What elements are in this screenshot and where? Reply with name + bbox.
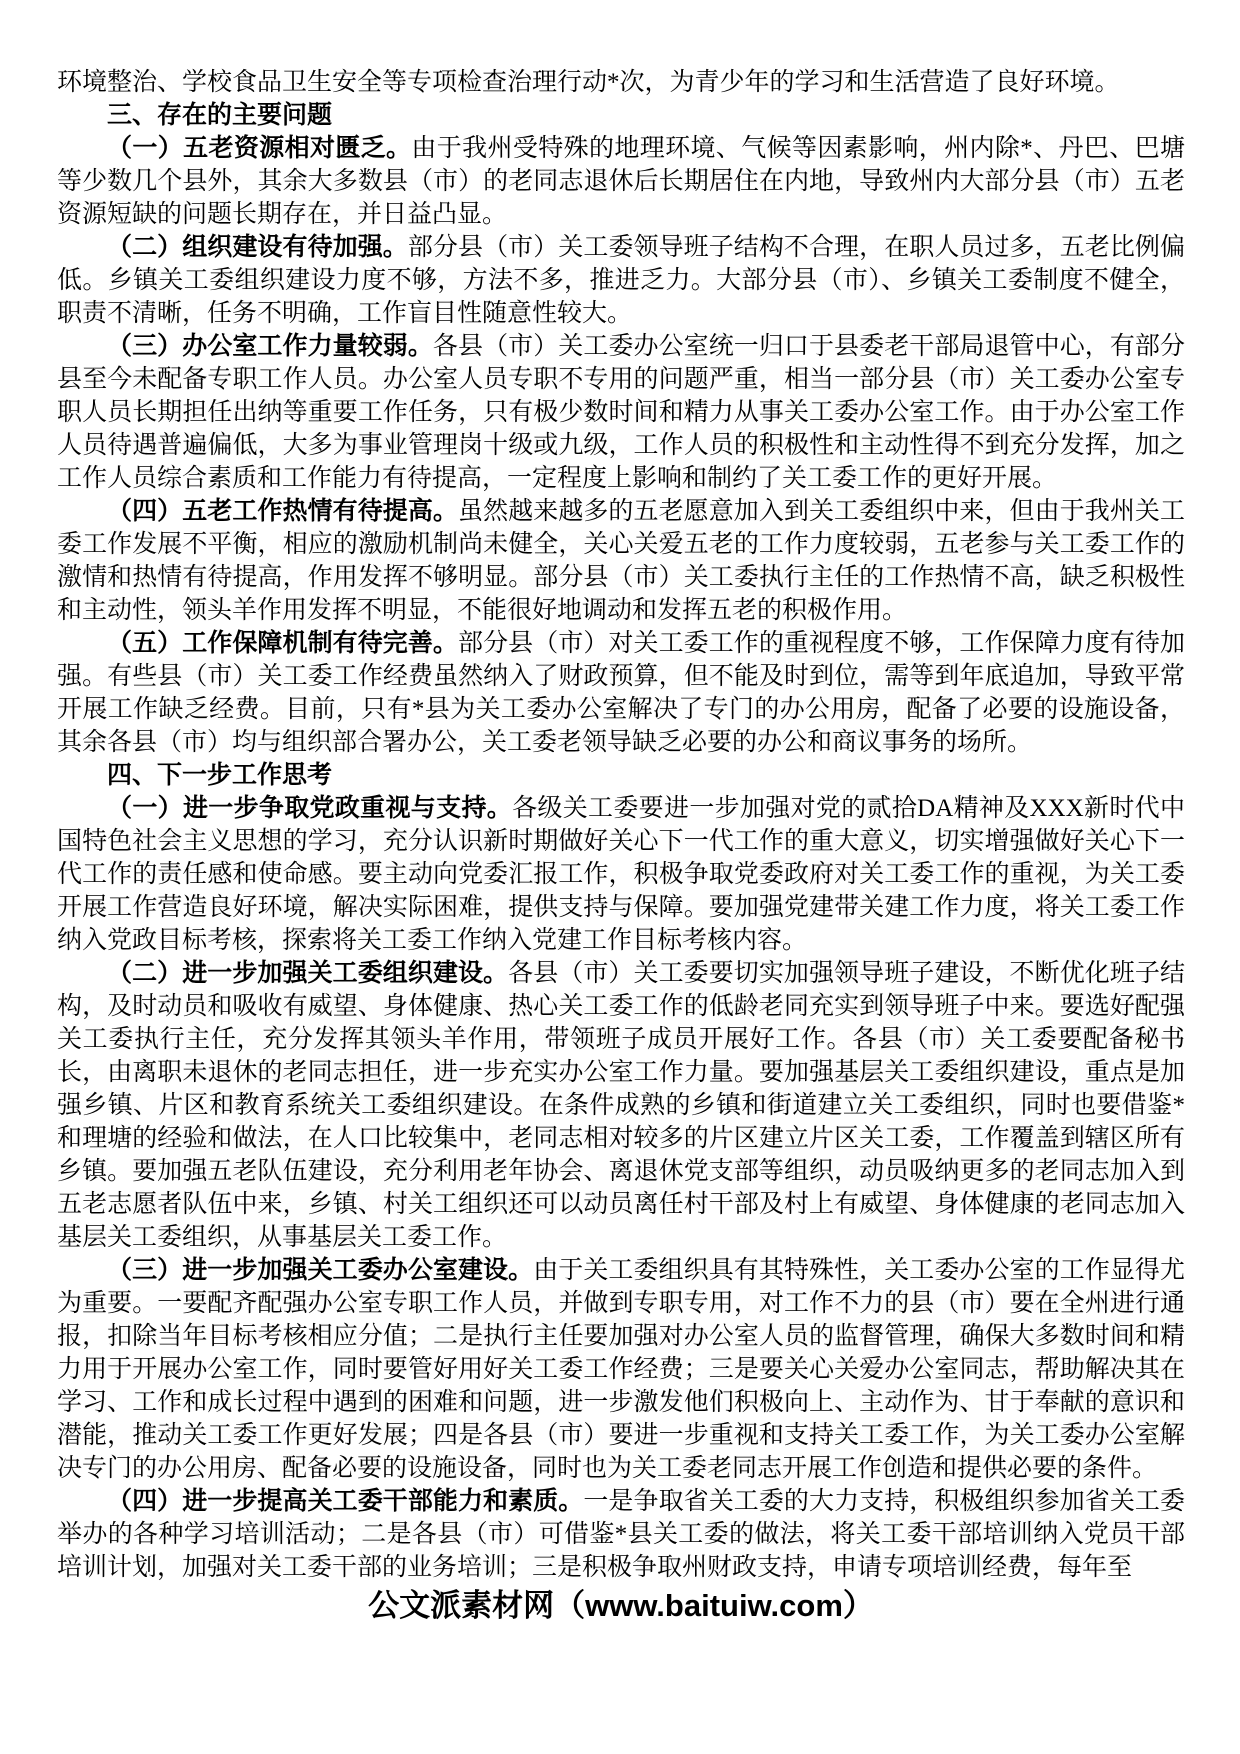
item-text: 一是争取省关工委的大力支持，积极组织参加省关工委举办的各种学习培训活动；二是各县（市）可借鉴*县关工委的做法，将关工委干部培训纳入党员干部培训计划，加强对关工委干部的业务培训；三是积极争取州财政支持，申请专项培训经费，每年至 xyxy=(57,1488,1185,1581)
body-paragraph-continuation: 环境整治、学校食品卫生安全等专项检查治理行动*次，为青少年的学习和生活营造了良好环境。 xyxy=(57,69,1120,96)
item-text: 部分县（市）关工委领导班子结构不合理，在职人员过多，五老比例偏低。乡镇关工委组织建设力度不够，方法不多，推进乏力。大部分县（市）、乡镇关工委制度不健全，职责不清晰，任务不明确，工作盲目性随意性较大。 xyxy=(57,234,1185,327)
item-lead: （二）进一步加强关工委组织建设。 xyxy=(107,959,509,987)
item-lead: （一）进一步争取党政重视与支持。 xyxy=(107,794,513,822)
item-lead: （四）五老工作热情有待提高。 xyxy=(107,497,458,525)
item-lead: （三）进一步加强关工委办公室建设。 xyxy=(107,1256,534,1284)
watermark-footer: 公文派素材网（www.baituiw.com） xyxy=(368,1588,874,1623)
item-lead: （四）进一步提高关工委干部能力和素质。 xyxy=(107,1487,584,1515)
item-lead: （一）五老资源相对匮乏。 xyxy=(107,134,412,162)
item-text: 各县（市）关工委要切实加强领导班子建设，不断优化班子结构，及时动员和吸收有威望、身体健康、热心关工委工作的低龄老同充实到领导班子中来。要选好配强关工委执行主任，充分发挥其领头羊作用，带领班子成员开展好工作。各县（市）关工委要配备秘书长，由离职未退休的老同志担任，进一步充实办公室工作力量。要加强基层关工委组织建设，重点是加强乡镇、片区和教育系统关工委组织建设。在条件成熟的乡镇和街道建立关工委组织，同时也要借鉴*和理塘的经验和做法，在人口比较集中，老同志相对较多的片区建立片区关工委，工作覆盖到辖区所有乡镇。要加强五老队伍建设，充分利用老年协会、离退休党支部等组织，动员吸纳更多的老同志加入到五老志愿者队伍中来，乡镇、村关工组织还可以动员离任村干部及村上有威望、身体健康的老同志加入基层关工委组织，从事基层关工委工作。 xyxy=(57,960,1185,1251)
section-heading-4: 四、下一步工作思考 xyxy=(107,761,333,789)
item-text: 虽然越来越多的五老愿意加入到关工委组织中来，但由于我州关工委工作发展不平衡，相应的激励机制尚未健全，关心关爱五老的工作力度较弱，五老参与关工委工作的激情和热情有待提高，作用发挥不够明显。部分县（市）关工委执行主任的工作热情不高，缺乏积极性和主动性，领头羊作用发挥不明显，不能很好地调动和发挥五老的积极作用。 xyxy=(57,498,1185,624)
item-text: 由于我州受特殊的地理环境、气候等因素影响，州内除*、丹巴、巴塘等少数几个县外，其余大多数县（市）的老同志退休后长期居住在内地，导致州内大部分县（市）五老资源短缺的问题长期存在，并日益凸显。 xyxy=(57,135,1185,228)
item-lead: （三）办公室工作力量较弱。 xyxy=(107,332,433,360)
numbered-item-paragraph xyxy=(57,957,1185,1254)
item-lead: （五）工作保障机制有待完善。 xyxy=(107,629,458,657)
item-text: 部分县（市）对关工委工作的重视程度不够，工作保障力度有待加强。有些县（市）关工委工作经费虽然纳入了财政预算，但不能及时到位，需等到年底追加，导致平常开展工作缺乏经费。目前，只有*县为关工委办公室解决了专门的办公用房，配备了必要的设施设备，其余各县（市）均与组织部合署办公，关工委老领导缺乏必要的办公和商议事务的场所。 xyxy=(57,630,1185,756)
document-body xyxy=(57,66,1185,1628)
numbered-item-paragraph xyxy=(57,1254,1185,1485)
numbered-item-paragraph xyxy=(57,231,1185,330)
item-lead: （二）组织建设有待加强。 xyxy=(107,233,408,261)
numbered-item-paragraph xyxy=(57,132,1185,231)
numbered-item-paragraph xyxy=(57,330,1185,495)
item-text: 各级关工委要进一步加强对党的贰拾DA精神及XXX新时代中国特色社会主义思想的学习，充分认识新时期做好关心下一代工作的重大意义，切实增强做好关心下一代工作的责任感和使命感。要主动向党委汇报工作，积极争取党委政府对关工委工作的重视，为关工委开展工作营造良好环境，解决实际困难，提供支持与保障。要加强党建带关建工作力度，将关工委工作纳入党政目标考核，探索将关工委工作纳入党建工作目标考核内容。 xyxy=(57,795,1185,954)
numbered-item-paragraph xyxy=(57,1485,1185,1584)
numbered-item-paragraph xyxy=(57,792,1185,957)
item-text: 由于关工委组织具有其特殊性，关工委办公室的工作显得尤为重要。一要配齐配强办公室专职工作人员，并做到专职专用，对工作不力的县（市）要在全州进行通报，扣除当年目标考核相应分值；二是执行主任要加强对办公室人员的监督管理，确保大多数时间和精力用于开展办公室工作，同时要管好用好关工委工作经费；三是要关心关爱办公室同志，帮助解决其在学习、工作和成长过程中遇到的困难和问题，进一步激发他们积极向上、主动作为、甘于奉献的意识和潜能，推动关工委工作更好发展；四是各县（市）要进一步重视和支持关工委工作，为关工委办公室解决专门的办公用房、配备必要的设施设备，同时也为关工委老同志开展工作创造和提供必要的条件。 xyxy=(57,1257,1185,1482)
section-heading-3: 三、存在的主要问题 xyxy=(107,101,333,129)
numbered-item-paragraph xyxy=(57,495,1185,627)
numbered-item-paragraph xyxy=(57,627,1185,759)
item-text: 各县（市）关工委办公室统一归口于县委老干部局退管中心，有部分县至今未配备专职工作人员。办公室人员专职不专用的问题严重，相当一部分县（市）关工委办公室专职人员长期担任出纳等重要工作任务，只有极少数时间和精力从事关工委办公室工作。由于办公室工作人员待遇普遍偏低，大多为事业管理岗十级或九级，工作人员的积极性和主动性得不到充分发挥，加之工作人员综合素质和工作能力有待提高，一定程度上影响和制约了关工委工作的更好开展。 xyxy=(57,333,1185,492)
